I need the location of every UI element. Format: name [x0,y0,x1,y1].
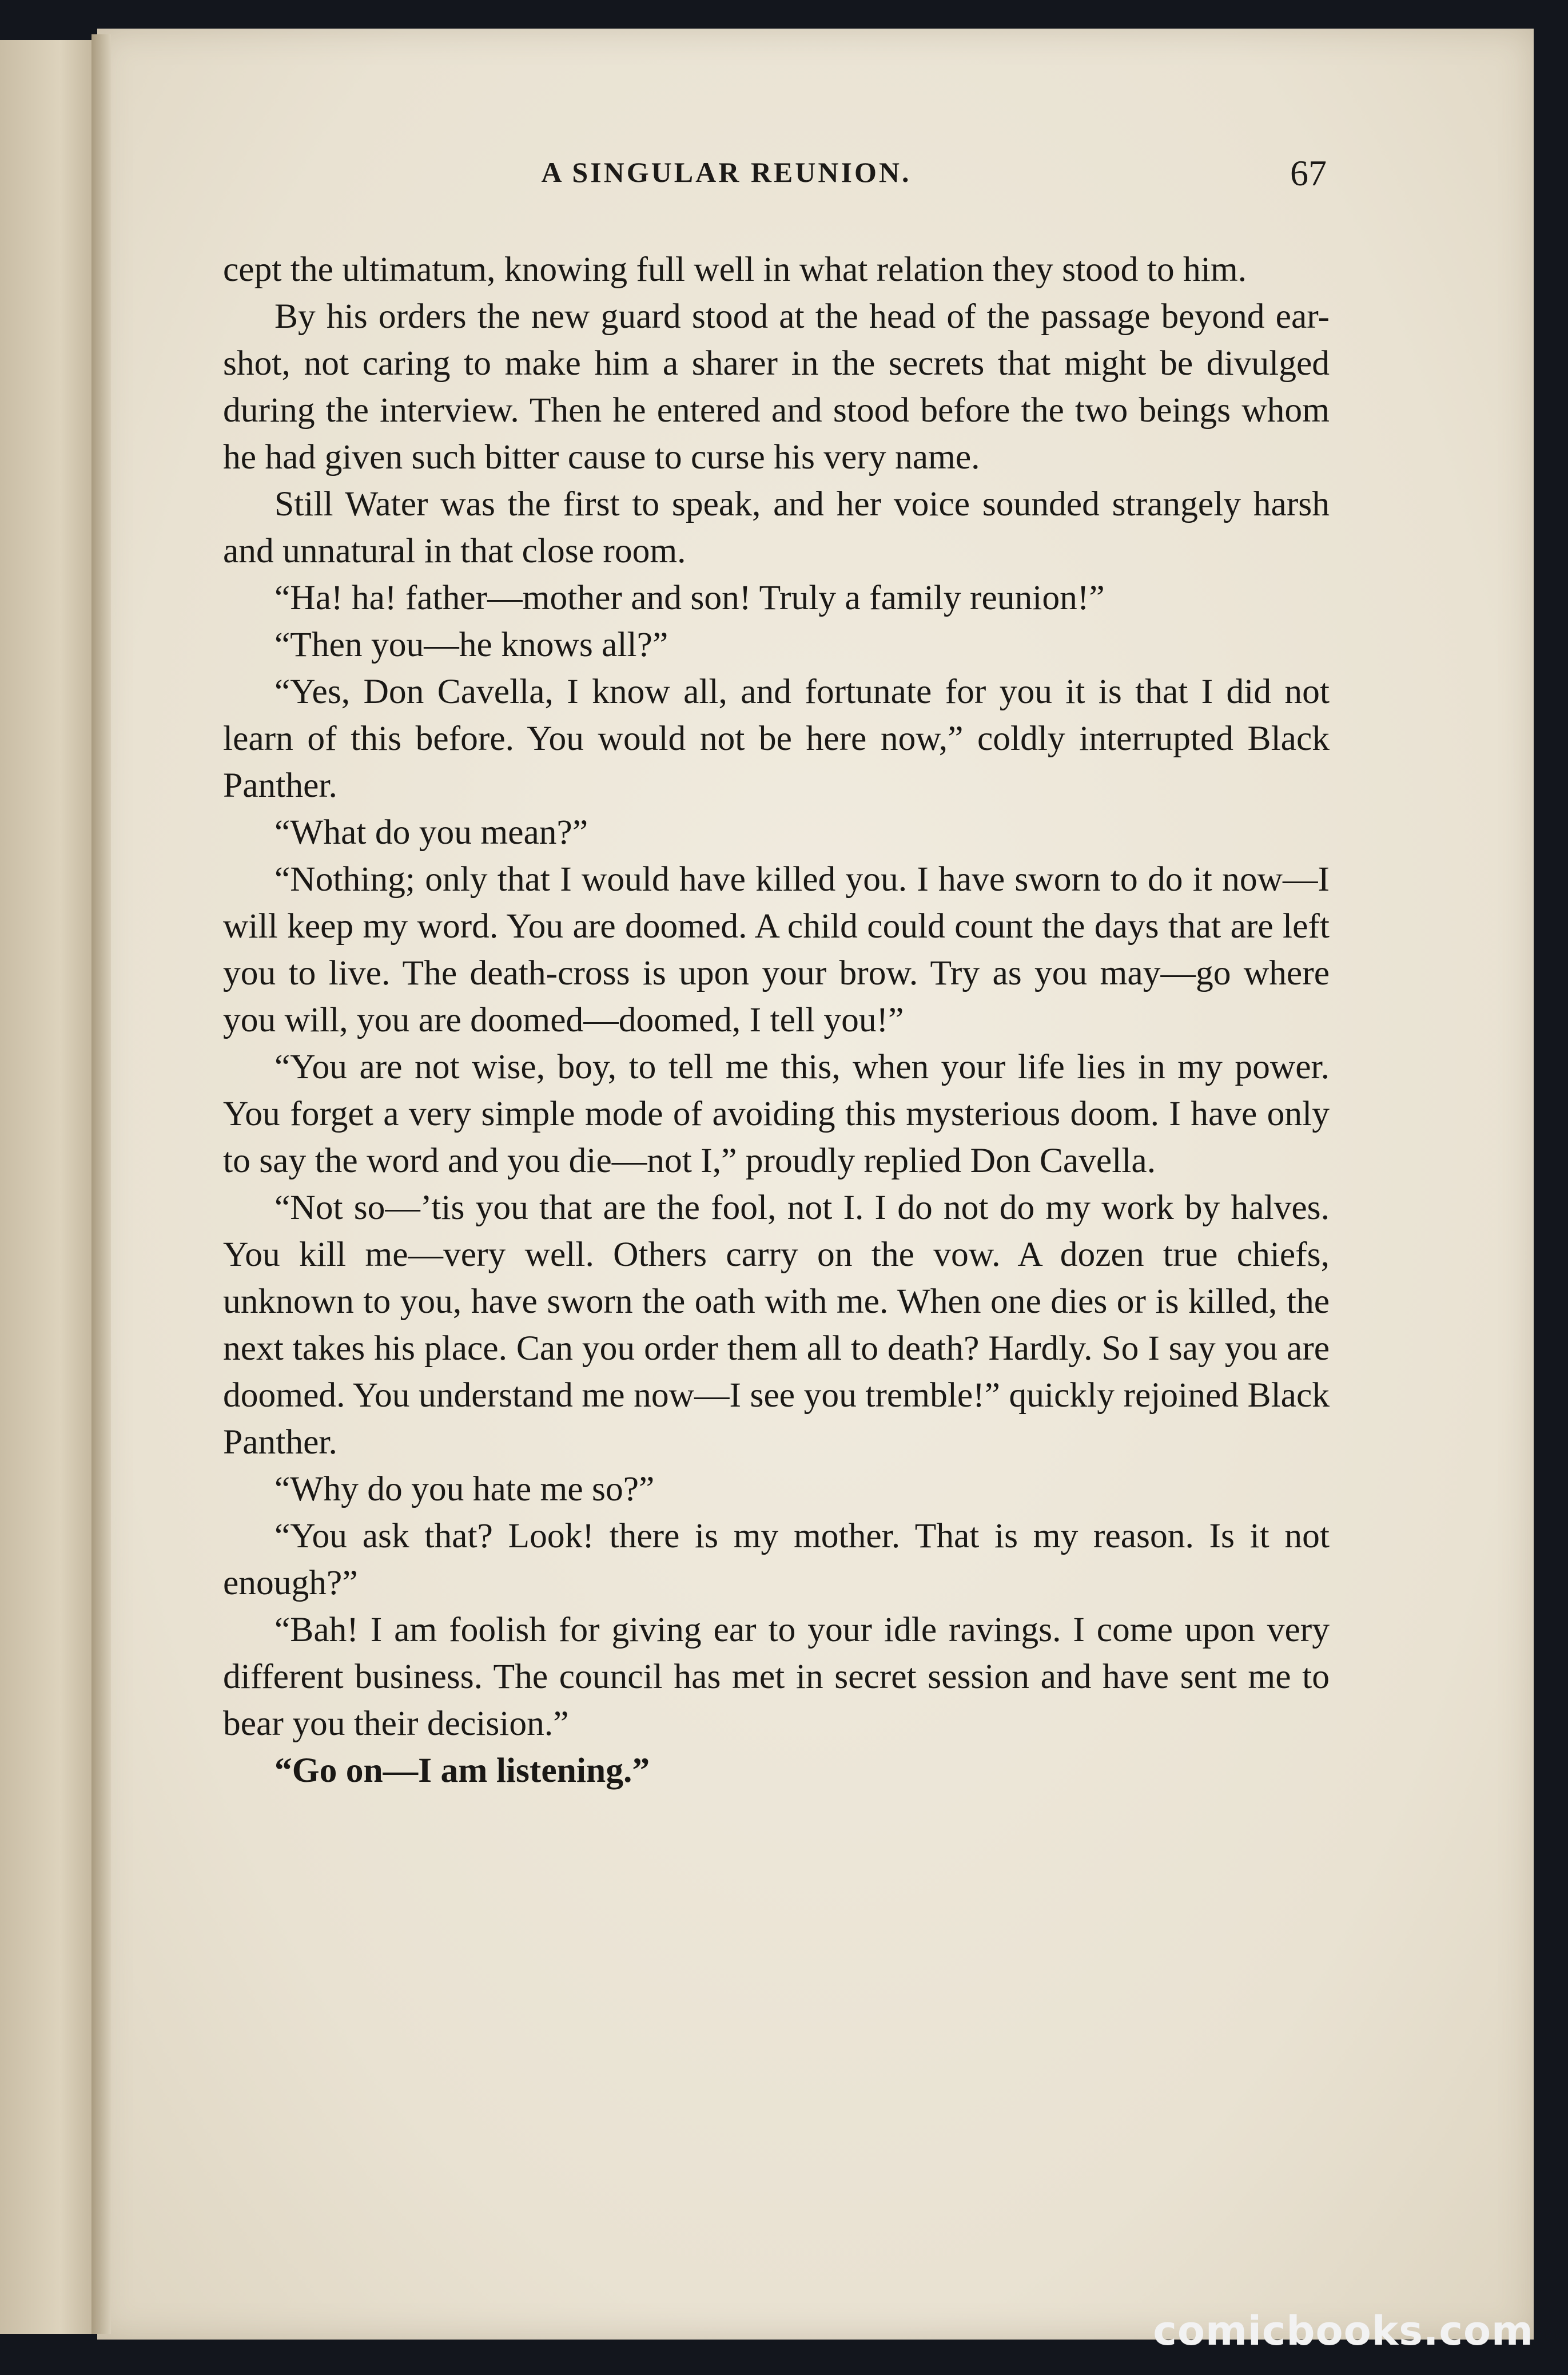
paragraph: Still Water was the first to speak, and her voice sounded strangely harsh and unnatural in that close room. [223,484,1330,570]
paragraph: “Ha! ha! father—mother and son! Truly a family reunion!” [274,578,1105,617]
watermark: comicbooks.com [1153,2308,1534,2354]
paragraph: “Go on—I am listening.” [274,1751,650,1790]
paragraph: “Yes, Don Cavella, I know all, and fortunate for you it is that I did not learn of this before. You would not be here now,” coldly interrupted Black Panther. [223,672,1330,805]
book-spine [91,34,111,2334]
paragraph: cept the ultimatum, knowing full well in what relation they stood to him. [223,250,1247,289]
paragraph: “What do you mean?” [274,813,588,852]
paragraph: By his orders the new guard stood at the head of the passage beyond ear-shot, not caring to make him a sharer in the secrets that might be divulged during the interview. Then he entered and stood before the two beings whom he had given such bitter cause to curse his very name. [223,297,1330,476]
running-title: A SINGULAR REUNION. [541,156,912,188]
body-text [223,246,1330,1794]
paragraph: “Nothing; only that I would have killed you. I have sworn to do it now—I will keep my word. You are doomed. A child could count the days that are left you to live. The death-cross is upon your brow. Try as you may—go where you will, you are doomed—doomed, I tell you!” [223,860,1330,1039]
page-number: 67 [1290,153,1327,193]
paragraph: “Then you—he knows all?” [274,625,668,664]
paragraph: “Bah! I am foolish for giving ear to your idle ravings. I come upon very different business. The council has met in secret session and have sent me to bear you their decision.” [223,1610,1330,1743]
page-header [126,153,1327,207]
paragraph: “Not so—’tis you that are the fool, not I. I do not do my work by halves. You kill me—very well. Others carry on the vow. A dozen true chiefs, unknown to you, have sworn the oath with me. When one dies or is killed, the next takes his place. Can you order them all to death? Hardly. So I say you are doomed. You understand me now—I see you tremble!” quickly rejoined Black Panther. [223,1188,1330,1461]
paragraph: “You are not wise, boy, to tell me this, when your life lies in my power. You forget a very simple mode of avoiding this mysterious doom. I have only to say the word and you die—not I,” proudly replied Don Cavella. [223,1047,1330,1180]
paragraph: “Why do you hate me so?” [274,1470,655,1508]
paragraph: “You ask that? Look! there is my mother. That is my reason. Is it not enough?” [223,1516,1330,1602]
facing-page-edge [0,40,100,2334]
